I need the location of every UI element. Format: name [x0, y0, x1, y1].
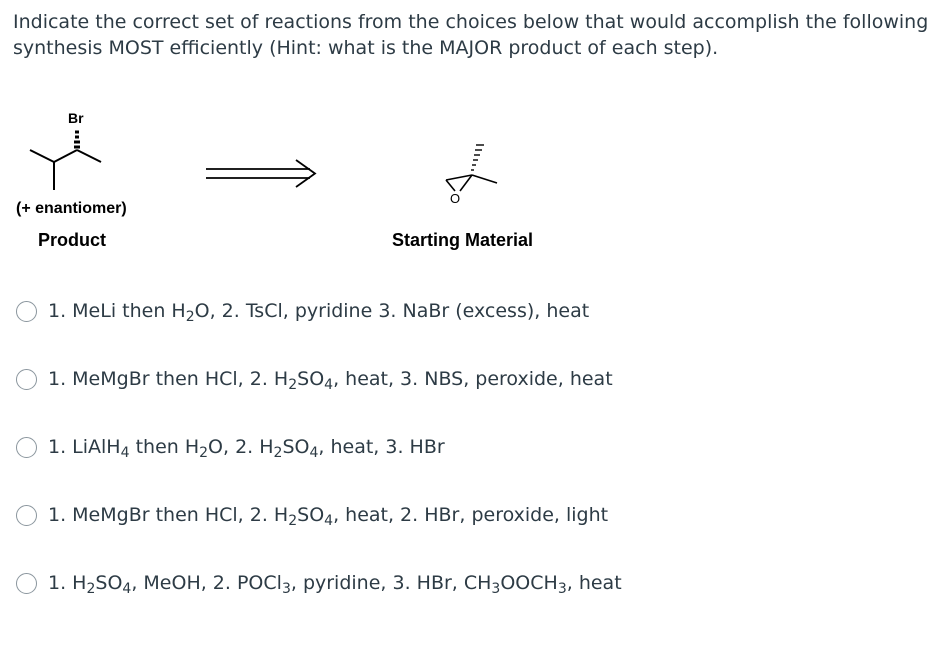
- option-text: 1. MeMgBr then HCl, 2. $H_2SO_4$, heat, 2. HBr, peroxide, light: [48, 504, 609, 529]
- reaction-scheme: [0, 100, 600, 260]
- option-text: 1. MeLi then $H_2O$, 2. TsCl, pyridine 3. NaBr (excess), heat: [48, 300, 590, 325]
- radio-button[interactable]: [16, 505, 37, 526]
- option-text: 1. MeMgBr then HCl, 2. $H_2SO_4$, heat, 3. NBS, peroxide, heat: [48, 368, 613, 393]
- bromine-label: Br: [68, 110, 84, 126]
- starting-material-label: Starting Material: [392, 230, 534, 250]
- option-text: 1. LiAlH$_4$ then $H_2O$, 2. $H_2SO_4$, heat, 3. HBr: [48, 436, 445, 461]
- question-text: Indicate the correct set of reactions from the choices below that would accomplish the following synthesis MOST efficiently (Hint: what is the MAJOR product of each step).: [13, 11, 929, 59]
- radio-button[interactable]: [16, 573, 37, 594]
- radio-button[interactable]: [16, 301, 37, 322]
- epoxide-hashed-bond: [471, 145, 484, 170]
- answer-option-1[interactable]: [16, 291, 589, 331]
- enantiomer-note: (+ enantiomer): [16, 200, 127, 217]
- product-structure: [30, 150, 101, 190]
- product-label: Product: [38, 230, 107, 250]
- answer-option-4[interactable]: [16, 495, 608, 535]
- oxygen-label: O: [450, 191, 461, 206]
- answer-option-2[interactable]: [16, 359, 613, 399]
- answer-option-5[interactable]: [16, 563, 622, 603]
- epoxide-structure: [446, 175, 497, 191]
- hashed-wedge-bond: [74, 132, 80, 147]
- radio-button[interactable]: [16, 369, 37, 390]
- radio-button[interactable]: [16, 437, 37, 458]
- retrosynthesis-arrow: [206, 160, 315, 187]
- answer-option-3[interactable]: [16, 427, 445, 467]
- option-text: 1. $H_2SO_4$, MeOH, 2. POCl$_3$, pyridine, 3. HBr, $CH_3OOCH_3$, heat: [48, 572, 622, 597]
